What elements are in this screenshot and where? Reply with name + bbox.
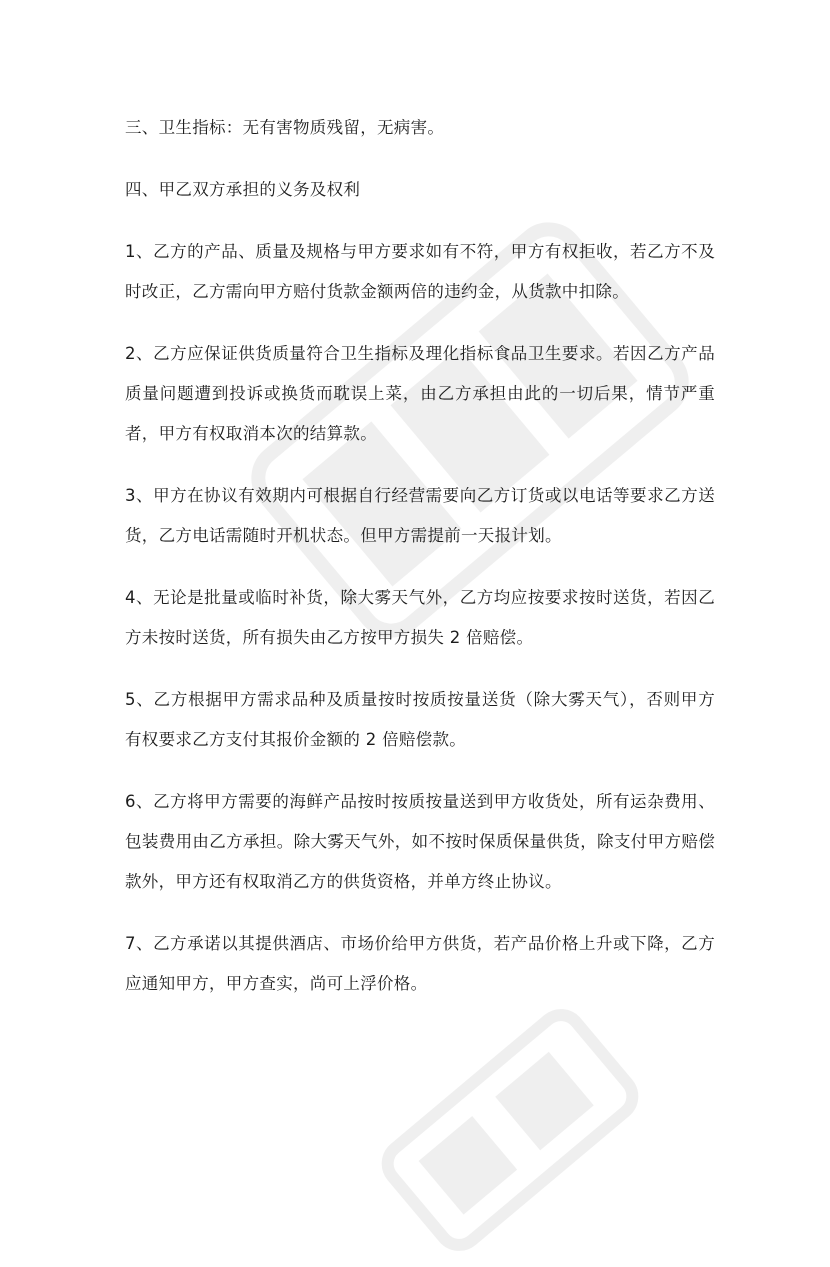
- clause-2: 2、乙方应保证供货质量符合卫生指标及理化指标食品卫生要求。若因乙方产品质量问题遭到投诉或换货而耽误上菜，由乙方承担由此的一切后果，情节严重者，甲方有权取消本次的结算款。: [125, 344, 715, 443]
- clause-1: 1、乙方的产品、质量及规格与甲方要求如有不符，甲方有权拒收，若乙方不及时改正，乙方需向甲方赔付货款金额两倍的违约金，从货款中扣除。: [125, 242, 715, 301]
- watermark-graphic-bottom: [365, 993, 654, 1267]
- section-3-hygiene: 三、卫生指标：无有害物质残留，无病害。: [125, 118, 445, 137]
- clause-5: 5、乙方根据甲方需求品种及质量按时按质按量送货（除大雾天气），否则甲方有权要求乙方支付其报价金额的 2 倍赔偿款。: [125, 690, 715, 749]
- clause-6: 6、乙方将甲方需要的海鲜产品按时按质按量送到甲方收货处，所有运杂费用、包装费用由乙方承担。除大雾天气外，如不按时保质保量供货，除支付甲方赔偿款外，甲方还有权取消乙方的供货资格，并单方终止协议。: [125, 792, 715, 891]
- clause-3: 3、甲方在协议有效期内可根据自行经营需要向乙方订货或以电话等要求乙方送货，乙方电话需随时开机状态。但甲方需提前一天报计划。: [125, 486, 715, 545]
- document-body: [125, 108, 715, 1004]
- clause-4: 4、无论是批量或临时补货，除大雾天气外，乙方均应按要求按时送货，若因乙方未按时送货，所有损失由乙方按甲方损失 2 倍赔偿。: [125, 588, 715, 647]
- section-4-heading: 四、甲乙双方承担的义务及权利: [125, 180, 361, 199]
- clause-7: 7、乙方承诺以其提供酒店、市场价给甲方供货，若产品价格上升或下降，乙方应通知甲方，甲方查实，尚可上浮价格。: [125, 934, 715, 993]
